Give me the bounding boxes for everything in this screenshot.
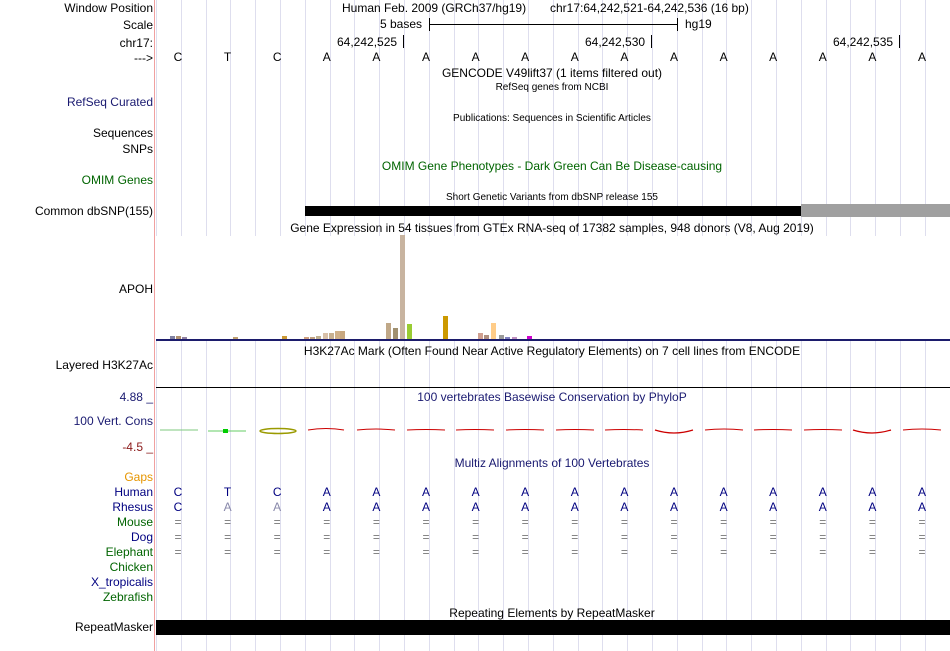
- alignment-base: =: [323, 545, 331, 559]
- alignment-base: A: [620, 500, 629, 514]
- alignment-base: =: [224, 530, 232, 544]
- species-label[interactable]: Zebrafish: [102, 590, 153, 604]
- alignment-base: A: [769, 500, 778, 514]
- alignment-base: =: [521, 545, 529, 559]
- alignment-base: T: [223, 485, 232, 499]
- sequence-base: A: [719, 50, 728, 64]
- sequence-base: C: [272, 50, 282, 64]
- alignment-base: =: [918, 545, 926, 559]
- sequence-base: T: [223, 50, 232, 64]
- alignment-base: =: [868, 530, 876, 544]
- alignment-base: A: [372, 485, 381, 499]
- species-label[interactable]: Chicken: [109, 560, 153, 574]
- ruler-tick-label: 64,242,530: [585, 35, 646, 49]
- alignment-base: =: [174, 515, 182, 529]
- alignment-base: A: [223, 500, 232, 514]
- phylop-max-label: 4.88 _: [119, 390, 153, 404]
- alignment-base: =: [372, 530, 380, 544]
- alignment-base: A: [322, 500, 331, 514]
- alignment-base: =: [422, 515, 430, 529]
- alignment-base: =: [769, 515, 777, 529]
- alignment-base: =: [372, 545, 380, 559]
- alignment-base: A: [273, 500, 282, 514]
- alignment-base: A: [471, 485, 480, 499]
- alignment-base: =: [323, 530, 331, 544]
- sequence-base: A: [570, 50, 579, 64]
- alignment-base: A: [421, 485, 431, 499]
- alignment-base: A: [868, 485, 877, 499]
- alignment-base: A: [570, 500, 579, 514]
- dbsnp-track-title: Short Genetic Variants from dbSNP release 155: [446, 192, 658, 203]
- sequence-base: A: [521, 50, 530, 64]
- alignment-base: C: [173, 500, 183, 514]
- alignment-base: A: [818, 485, 827, 499]
- alignment-base: A: [322, 485, 331, 499]
- alignment-base: A: [570, 485, 579, 499]
- phylop-track-label[interactable]: 100 Vert. Cons: [73, 414, 153, 428]
- alignment-base: =: [720, 515, 728, 529]
- sequences-label[interactable]: Sequences: [92, 126, 153, 140]
- alignment-base: A: [421, 500, 431, 514]
- alignment-base: A: [521, 485, 530, 499]
- species-label[interactable]: Dog: [130, 530, 153, 544]
- alignment-base: =: [372, 515, 380, 529]
- species-label[interactable]: Rhesus: [112, 500, 153, 514]
- alignment-base: =: [819, 530, 827, 544]
- window-position-label: Window Position: [64, 1, 153, 15]
- alignment-base: =: [174, 530, 182, 544]
- sequence-base: A: [471, 50, 480, 64]
- gencode-track-title[interactable]: GENCODE V49lift37 (1 items filtered out): [441, 66, 663, 80]
- sequence-base: A: [868, 50, 877, 64]
- h3k27ac-track-title: H3K27Ac Mark (Often Found Near Active Regulatory Elements) on 7 cell lines from ENCODE: [303, 344, 801, 358]
- alignment-base: =: [918, 530, 926, 544]
- sequence-base: C: [173, 50, 183, 64]
- alignment-base: =: [422, 530, 430, 544]
- alignment-base: =: [422, 545, 430, 559]
- alignment-base: A: [917, 500, 927, 514]
- phylop-min-label: -4.5 _: [122, 440, 153, 454]
- alignment-base: =: [472, 530, 480, 544]
- alignment-base: =: [224, 515, 232, 529]
- species-label[interactable]: Elephant: [105, 545, 153, 559]
- sequence-base: A: [372, 50, 381, 64]
- repeatmasker-label[interactable]: RepeatMasker: [74, 620, 153, 634]
- chrom-label: chr17:: [119, 36, 153, 50]
- alignment-base: =: [620, 515, 628, 529]
- alignment-base: =: [720, 545, 728, 559]
- publications-title: Publications: Sequences in Scientific Articles: [453, 113, 651, 124]
- alignment-base: =: [571, 530, 579, 544]
- alignment-base: =: [472, 515, 480, 529]
- species-label[interactable]: X_tropicalis: [90, 575, 153, 589]
- alignment-base: =: [273, 530, 281, 544]
- alignment-base: =: [620, 545, 628, 559]
- alignment-base: =: [918, 515, 926, 529]
- alignment-base: A: [620, 485, 629, 499]
- alignment-base: =: [720, 530, 728, 544]
- alignment-base: =: [670, 545, 678, 559]
- sequence-base: A: [917, 50, 927, 64]
- sequence-base: A: [421, 50, 431, 64]
- sequence-base: A: [669, 50, 679, 64]
- db-label: hg19: [685, 17, 712, 31]
- snps-label[interactable]: SNPs: [122, 142, 153, 156]
- sequence-base: A: [322, 50, 331, 64]
- alignment-base: C: [173, 485, 183, 499]
- alignment-base: =: [521, 530, 529, 544]
- alignment-base: A: [669, 500, 679, 514]
- ruler-tick-label: 64,242,525: [337, 35, 398, 49]
- alignment-base: A: [471, 500, 480, 514]
- position-readout: chr17:64,242,521-64,242,536 (16 bp): [550, 1, 749, 15]
- omim-track-title: OMIM Gene Phenotypes - Dark Green Can Be Disease-causing: [381, 159, 723, 173]
- alignment-base: A: [719, 485, 728, 499]
- alignment-base: A: [372, 500, 381, 514]
- repeatmasker-bar[interactable]: [156, 620, 950, 635]
- alignment-base: C: [272, 485, 282, 499]
- alignment-base: =: [273, 515, 281, 529]
- alignment-base: =: [521, 515, 529, 529]
- alignment-base: =: [769, 530, 777, 544]
- alignment-base: =: [323, 515, 331, 529]
- alignment-base: A: [917, 485, 927, 499]
- scale-label: Scale: [122, 18, 153, 32]
- gaps-label[interactable]: Gaps: [124, 470, 153, 484]
- alignment-base: A: [818, 500, 827, 514]
- alignment-base: A: [719, 500, 728, 514]
- sequence-base: A: [769, 50, 778, 64]
- alignment-base: =: [174, 545, 182, 559]
- common-dbsnp-label[interactable]: Common dbSNP(155): [34, 204, 153, 218]
- alignment-base: =: [273, 545, 281, 559]
- alignment-base: =: [224, 545, 232, 559]
- alignment-base: =: [571, 545, 579, 559]
- species-label[interactable]: Mouse: [116, 515, 153, 529]
- alignment-base: A: [769, 485, 778, 499]
- phylop-track-title: 100 vertebrates Basewise Conservation by PhyloP: [417, 390, 687, 404]
- alignment-base: =: [819, 515, 827, 529]
- repeatmasker-track-title: Repeating Elements by RepeatMasker: [449, 606, 655, 620]
- sequence-base: A: [620, 50, 629, 64]
- alignment-base: A: [868, 500, 877, 514]
- gtex-gene-label[interactable]: APOH: [118, 282, 153, 296]
- gtex-track-title: Gene Expression in 54 tissues from GTEx RNA-seq of 17382 samples, 948 donors (V8, Aug 2019): [290, 221, 814, 235]
- alignment-base: A: [521, 500, 530, 514]
- alignment-base: =: [472, 545, 480, 559]
- sequence-base: A: [818, 50, 827, 64]
- alignment-base: =: [620, 530, 628, 544]
- assembly-title: Human Feb. 2009 (GRCh37/hg19): [342, 1, 527, 15]
- alignment-base: =: [670, 530, 678, 544]
- scale-text: 5 bases: [380, 17, 423, 31]
- alignment-base: =: [571, 515, 579, 529]
- refseq-curated-label[interactable]: RefSeq Curated: [66, 95, 153, 109]
- ruler-tick-label: 64,242,535: [833, 35, 894, 49]
- alignment-base: =: [868, 545, 876, 559]
- h3k27ac-label[interactable]: Layered H3K27Ac: [55, 358, 153, 372]
- alignment-base: =: [819, 545, 827, 559]
- species-label[interactable]: Human: [114, 485, 153, 499]
- alignment-base: =: [670, 515, 678, 529]
- alignment-base: A: [669, 485, 679, 499]
- alignment-base: =: [868, 515, 876, 529]
- multiz-track-title: Multiz Alignments of 100 Vertebrates: [454, 456, 650, 470]
- omim-genes-label[interactable]: OMIM Genes: [81, 173, 153, 187]
- strand-arrow-button[interactable]: --->: [134, 51, 153, 65]
- alignment-base: =: [769, 545, 777, 559]
- refseq-subtitle: RefSeq genes from NCBI: [495, 82, 609, 93]
